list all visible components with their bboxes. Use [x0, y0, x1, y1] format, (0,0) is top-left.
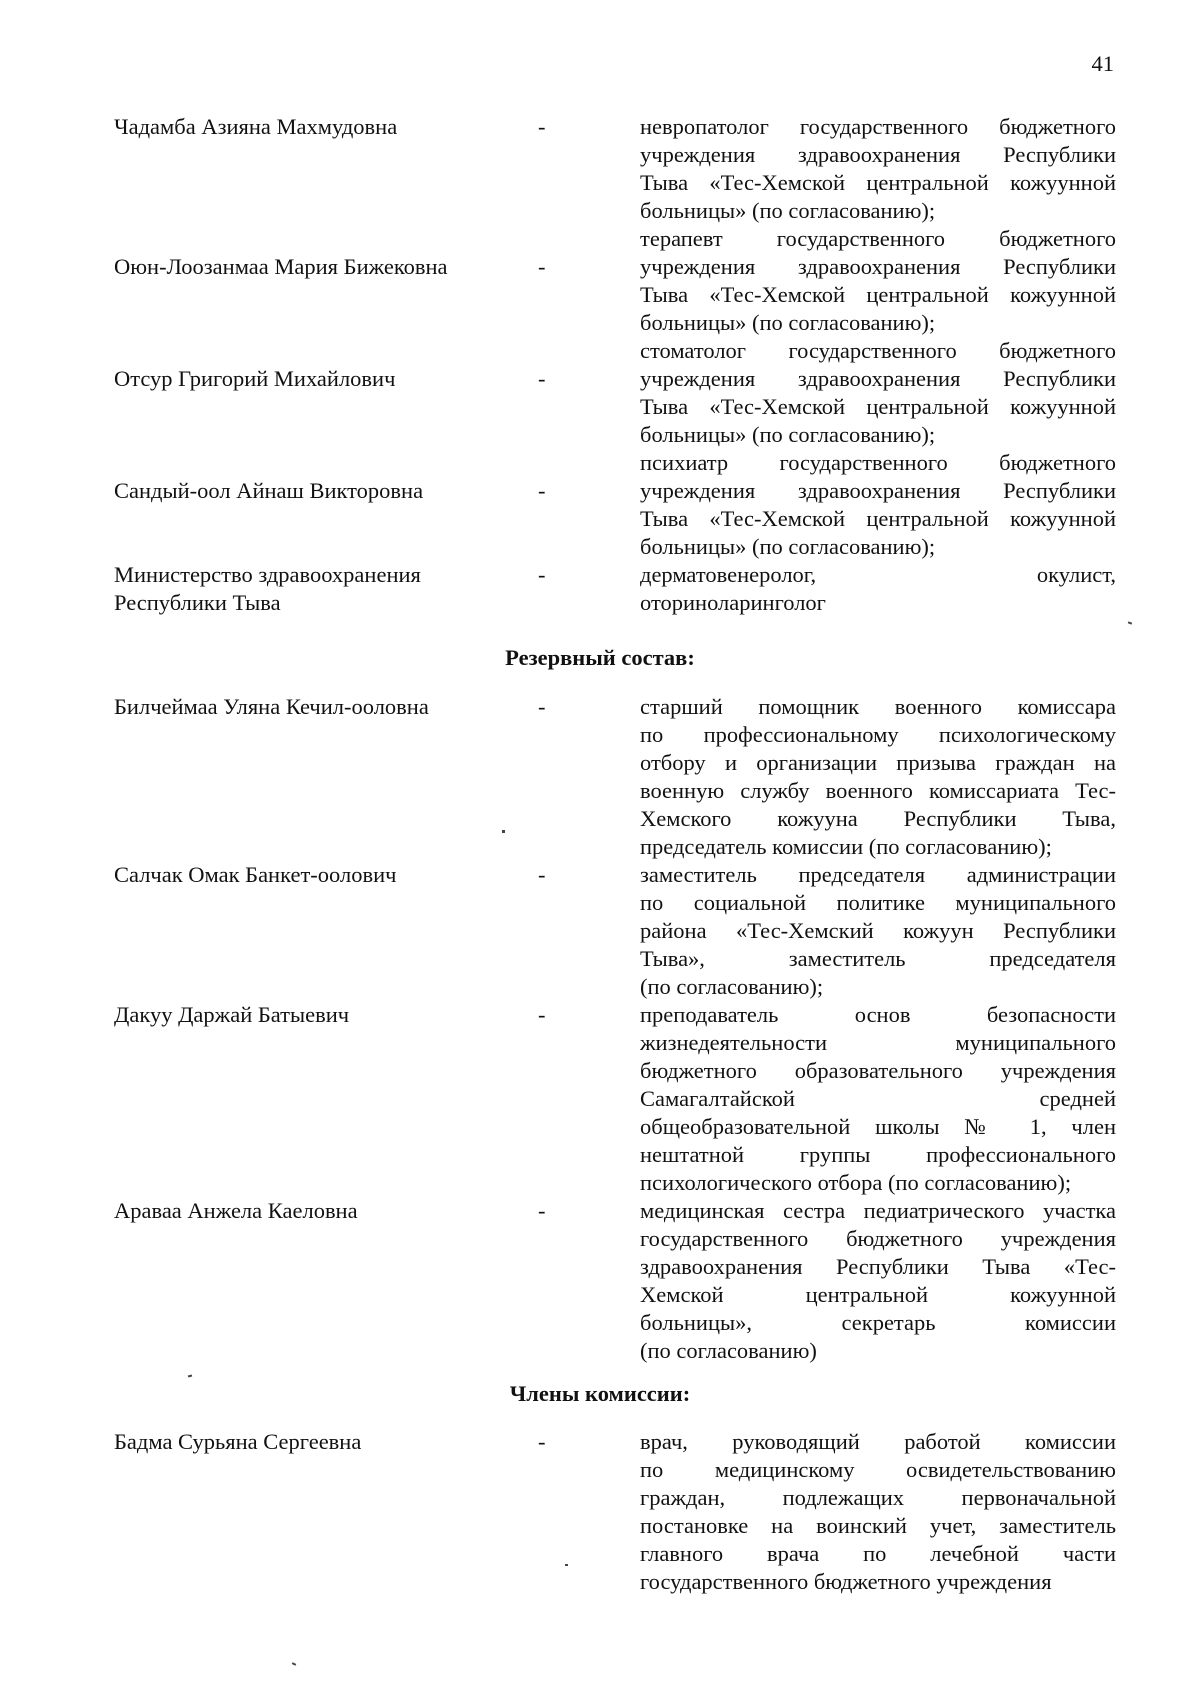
member-name: Отсур Григорий Михайлович [114, 366, 396, 391]
member-role [640, 337, 1116, 449]
member-role [640, 225, 1116, 337]
role-line: бюджетного образовательного учреждения [640, 1058, 1116, 1083]
role-line: медицинская сестра педиатрического участка [640, 1198, 1116, 1223]
role-line: граждан, подлежащих первоначальной [640, 1485, 1116, 1510]
member-role [640, 113, 1116, 225]
role-line: невропатолог государственного бюджетного [640, 114, 1116, 139]
member-role [640, 1197, 1116, 1365]
role-line: жизнедеятельности муниципального [640, 1030, 1116, 1055]
member-name: Дакуу Даржай Батыевич [114, 1002, 350, 1027]
member-role [640, 1428, 1116, 1596]
page-number: 41 [1091, 51, 1114, 76]
role-line: по профессиональному психологическому [640, 722, 1116, 747]
role-line: преподаватель основ безопасности [640, 1002, 1116, 1027]
role-line: здравоохранения Республики Тыва «Тес- [640, 1254, 1116, 1279]
member-name: Араваа Анжела Каеловна [114, 1198, 358, 1223]
role-line: оториноларинголог [640, 590, 826, 615]
role-line: врач, руководящий работой комиссии [640, 1429, 1116, 1454]
dash-separator: - [538, 862, 546, 887]
role-line: заместитель председателя администрации [640, 862, 1116, 887]
role-line: постановке на воинский учет, заместитель [640, 1513, 1116, 1538]
reserve-section-heading: Резервный состав: [505, 645, 695, 670]
role-line: военную службу военного комиссариата Тес- [640, 778, 1116, 803]
member-name: Бадма Сурьяна Сергеевна [114, 1429, 362, 1454]
dash-separator: - [538, 478, 546, 503]
member-role [640, 861, 1116, 1001]
role-line: Тыва», заместитель председателя [640, 946, 1116, 971]
role-line: учреждения здравоохранения Республики [640, 366, 1116, 391]
dash-separator: - [538, 366, 546, 391]
role-line: Самагалтайской средней [640, 1086, 1116, 1111]
role-line: больницы» (по согласованию); [640, 310, 936, 335]
role-line: главного врача по лечебной части [640, 1541, 1116, 1566]
scan-speck [502, 830, 505, 833]
role-line: района «Тес-Хемский кожуун Республики [640, 918, 1116, 943]
role-line: по медицинскому освидетельствованию [640, 1457, 1116, 1482]
member-name: Билчеймаа Уляна Кечил-ооловна [114, 694, 429, 719]
role-line: отбору и организации призыва граждан на [640, 750, 1116, 775]
role-line: Тыва «Тес-Хемской центральной кожуунной [640, 170, 1116, 195]
dash-separator: - [538, 114, 546, 139]
role-line: Тыва «Тес-Хемской центральной кожуунной [640, 282, 1116, 307]
role-line: нештатной группы профессионального [640, 1142, 1116, 1167]
member-name: Сандый-оол Айнаш Викторовна [114, 478, 424, 503]
role-line: терапевт государственного бюджетного [640, 226, 1116, 251]
scan-speck [565, 1564, 568, 1566]
member-role [640, 693, 1116, 861]
role-line: стоматолог государственного бюджетного [640, 338, 1116, 363]
role-line: общеобразовательной школы № 1, член [640, 1114, 1116, 1139]
role-line: больницы» (по согласованию); [640, 534, 936, 559]
dash-separator: - [538, 562, 546, 587]
member-name: Чадамба Азияна Махмудовна [114, 114, 398, 139]
role-line: Хемской центральной кожуунной [640, 1282, 1116, 1307]
role-line: председатель комиссии (по согласованию); [640, 834, 1052, 859]
scan-speck [188, 1375, 192, 1378]
dash-separator: - [538, 1198, 546, 1223]
dash-separator: - [538, 254, 546, 279]
members-section-heading: Члены комиссии: [509, 1381, 691, 1406]
member-name: Салчак Омак Банкет-оолович [114, 862, 397, 887]
member-role [640, 1001, 1116, 1197]
role-line: учреждения здравоохранения Республики [640, 254, 1116, 279]
dash-separator: - [538, 694, 546, 719]
role-line: (по согласованию); [640, 974, 824, 999]
role-line: по социальной политике муниципального [640, 890, 1116, 915]
role-line: государственного бюджетного учреждения [640, 1226, 1116, 1251]
scan-speck [1128, 621, 1132, 624]
dash-separator: - [538, 1429, 546, 1454]
member-role [640, 449, 1116, 561]
dash-separator: - [538, 1002, 546, 1027]
role-line: учреждения здравоохранения Республики [640, 142, 1116, 167]
role-line: Тыва «Тес-Хемской центральной кожуунной [640, 394, 1116, 419]
role-line: психологического отбора (по согласованию); [640, 1170, 1072, 1195]
role-line: Тыва «Тес-Хемской центральной кожуунной [640, 506, 1116, 531]
role-line: больницы», секретарь комиссии [640, 1310, 1116, 1335]
role-line: больницы» (по согласованию); [640, 198, 936, 223]
role-line: учреждения здравоохранения Республики [640, 478, 1116, 503]
scan-speck [292, 1662, 296, 1666]
role-line: государственного бюджетного учреждения [640, 1569, 1052, 1594]
member-role [640, 561, 1116, 617]
organization-name: Министерство здравоохранения Республики Тыва [114, 562, 421, 615]
role-line: больницы» (по согласованию); [640, 422, 936, 447]
member-name: Оюн-Лоозанмаа Мария Бижековна [114, 254, 448, 279]
role-line: Хемского кожууна Республики Тыва, [640, 806, 1116, 831]
role-line: старший помощник военного комиссара [640, 694, 1116, 719]
role-line: дерматовенеролог, окулист, [640, 562, 1116, 587]
role-line: (по согласованию) [640, 1338, 817, 1363]
role-line: психиатр государственного бюджетного [640, 450, 1116, 475]
